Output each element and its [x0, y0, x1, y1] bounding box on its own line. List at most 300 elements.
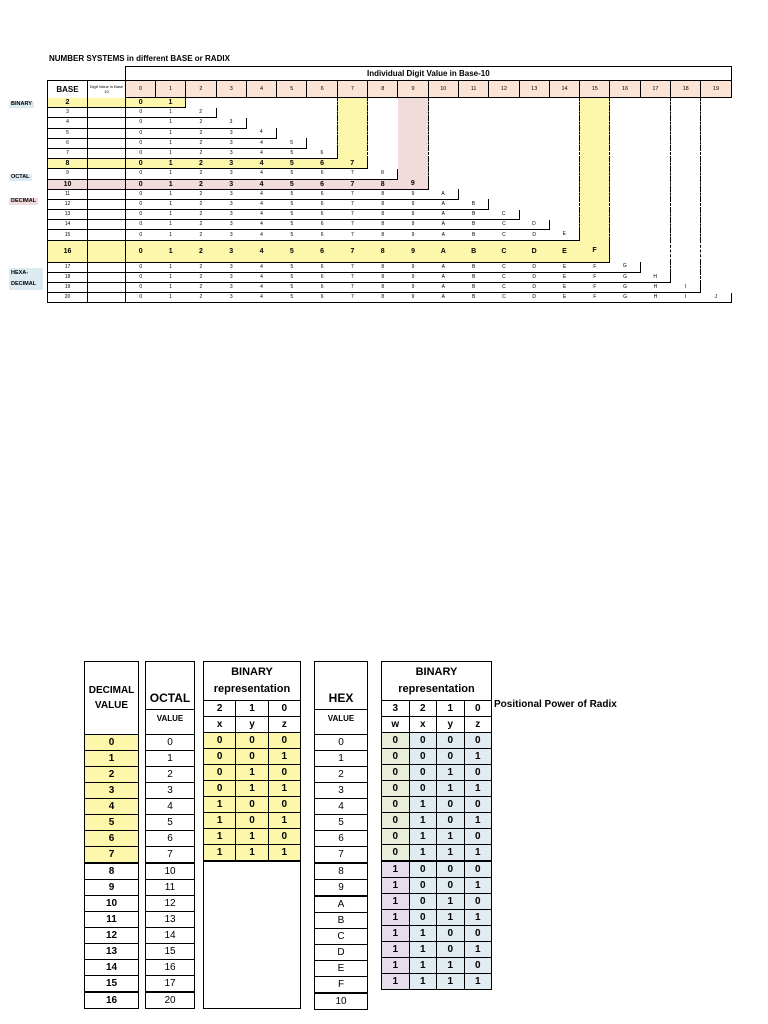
empty-cell	[549, 159, 579, 169]
empty-cell	[398, 128, 428, 138]
digit-cell: E	[549, 283, 579, 293]
digit-cell: 3	[216, 220, 246, 230]
digit-cell: B	[458, 262, 488, 272]
bit-cell: 0	[382, 813, 410, 829]
octal-value: 16	[146, 960, 195, 976]
empty-cell	[368, 148, 398, 158]
bit-cell: 1	[382, 926, 410, 942]
bit-cell: 0	[204, 733, 236, 749]
decimal-value: 7	[85, 847, 139, 864]
bit-cell: 1	[268, 813, 300, 829]
digit-cell: 1	[156, 220, 186, 230]
digit-cell: 5	[277, 169, 307, 179]
empty-cell	[549, 138, 579, 148]
hex-header: HEX VALUE	[315, 662, 368, 735]
empty-cell	[671, 169, 701, 179]
digit-cell: 2	[186, 230, 216, 240]
bit-cell: 1	[464, 910, 492, 926]
bit-cell: 0	[464, 765, 492, 781]
bit-cell: 1	[204, 829, 236, 845]
digit-cell: 0	[126, 108, 156, 118]
digit-cell: 4	[246, 128, 276, 138]
empty-cell	[307, 108, 337, 118]
empty-cell	[640, 108, 670, 118]
empty-cell	[701, 283, 731, 293]
base-value: 20	[48, 293, 88, 303]
digit-cell: 0	[126, 159, 156, 169]
var-cell: x	[204, 717, 236, 733]
base-row	[48, 108, 732, 118]
bit-cell: 1	[382, 910, 410, 926]
digit-cell: 2	[186, 293, 216, 303]
hex-value: 9	[315, 880, 368, 897]
hex-value: C	[315, 929, 368, 945]
bit-cell: 1	[437, 958, 465, 974]
bit-cell: 0	[437, 749, 465, 765]
digit-cell: 2	[186, 210, 216, 220]
base-value: 14	[48, 220, 88, 230]
digit-cell: I	[671, 293, 701, 303]
digit-cell: 2	[186, 189, 216, 199]
hex-value: 5	[315, 815, 368, 831]
digit-cell: 3	[216, 199, 246, 209]
empty-cell	[428, 128, 458, 138]
empty-cell	[610, 138, 640, 148]
empty-cell	[640, 199, 670, 209]
hex-value: 1	[315, 751, 368, 767]
digit-cell: 1	[156, 199, 186, 209]
digit-cell: D	[519, 283, 549, 293]
digit-cell: A	[428, 210, 458, 220]
digit-cell: 5	[277, 240, 307, 262]
digit-cell: B	[458, 199, 488, 209]
digit-column-header: 19	[701, 81, 731, 98]
digit-cell: C	[489, 240, 519, 262]
digit-cell: 5	[277, 210, 307, 220]
digit-cell: 4	[246, 179, 276, 189]
octal-value: 2	[146, 767, 195, 783]
digit-cell: A	[428, 283, 458, 293]
hex-value: D	[315, 945, 368, 961]
bit-cell: 1	[236, 829, 268, 845]
empty-cell	[580, 189, 610, 199]
base-value: 11	[48, 189, 88, 199]
decimal-value: 12	[85, 928, 139, 944]
bit-cell: 1	[437, 829, 465, 845]
empty-cell	[519, 210, 549, 220]
empty-cell	[580, 179, 610, 189]
bit-cell: 1	[382, 861, 410, 878]
empty-cell	[610, 230, 640, 240]
base-row	[48, 272, 732, 282]
digit-cell: 3	[216, 230, 246, 240]
label-decimal: DECIMAL	[11, 198, 37, 204]
bit-cell: 0	[464, 861, 492, 878]
empty-cell	[701, 189, 731, 199]
digit-cell: D	[519, 262, 549, 272]
empty-cell	[610, 189, 640, 199]
digit-cell: 5	[277, 272, 307, 282]
empty-cell	[277, 108, 307, 118]
decimal-value: 1	[85, 751, 139, 767]
bit-cell: 0	[382, 781, 410, 797]
bit-cell: 1	[236, 781, 268, 797]
digit-cell: 3	[216, 240, 246, 262]
empty-cell	[580, 128, 610, 138]
bit-cell: 1	[204, 797, 236, 813]
digit-cell: 4	[246, 272, 276, 282]
bit-cell: 1	[409, 813, 437, 829]
digit-column-header: 18	[671, 81, 701, 98]
base-header: BASE	[48, 81, 88, 98]
digit-cell: 2	[186, 220, 216, 230]
hex-value: 8	[315, 863, 368, 880]
digit-cell: 6	[307, 179, 337, 189]
hex-value: 2	[315, 767, 368, 783]
bit-cell: 1	[382, 942, 410, 958]
empty-cell	[428, 159, 458, 169]
digit-cell: 8	[368, 179, 398, 189]
empty-cell	[640, 128, 670, 138]
empty-cell	[580, 220, 610, 230]
octal-value: 6	[146, 831, 195, 847]
digit-cell: 2	[186, 169, 216, 179]
digit-cell: E	[549, 293, 579, 303]
empty-cell	[398, 148, 428, 158]
base-value: 19	[48, 283, 88, 293]
digit-cell: 6	[307, 272, 337, 282]
digit-cell: 4	[246, 159, 276, 169]
empty-cell	[610, 128, 640, 138]
digit-cell: 0	[126, 230, 156, 240]
bit-cell: 0	[382, 765, 410, 781]
octal-value: 3	[146, 783, 195, 799]
bit-cell: 0	[382, 797, 410, 813]
empty-cell	[671, 240, 701, 262]
empty-cell	[610, 220, 640, 230]
octal-value: 7	[146, 847, 195, 864]
empty-cell	[580, 169, 610, 179]
empty-cell	[519, 98, 549, 108]
bit-cell: 1	[409, 926, 437, 942]
bit-cell: 0	[409, 894, 437, 910]
digit-cell: 6	[307, 262, 337, 272]
hex-value: 6	[315, 831, 368, 847]
empty-cell	[489, 98, 519, 108]
digit-column-header: 11	[458, 81, 488, 98]
digit-cell: B	[458, 240, 488, 262]
digit-cell: 0	[126, 138, 156, 148]
base-value: 17	[48, 262, 88, 272]
bit-cell: 0	[236, 813, 268, 829]
digit-cell: 4	[246, 169, 276, 179]
var-cell: y	[437, 717, 465, 733]
empty-cell	[701, 210, 731, 220]
empty-cell	[489, 199, 519, 209]
digit-cell: 9	[398, 283, 428, 293]
bit-cell: 1	[409, 942, 437, 958]
bit-cell: 0	[382, 845, 410, 862]
digit-cell: B	[458, 220, 488, 230]
octal-value: 0	[146, 735, 195, 751]
empty-cell	[519, 179, 549, 189]
decimal-value: 6	[85, 831, 139, 847]
decimal-value: 5	[85, 815, 139, 831]
octal-value: 5	[146, 815, 195, 831]
digit-cell: 8	[368, 283, 398, 293]
digit-cell: 3	[216, 189, 246, 199]
empty-cell	[398, 159, 428, 169]
decimal-value: 14	[85, 960, 139, 976]
empty-cell	[640, 179, 670, 189]
empty-cell	[610, 148, 640, 158]
digit-cell: 8	[368, 189, 398, 199]
digit-cell: 5	[277, 159, 307, 169]
empty-cell	[640, 159, 670, 169]
bit-cell: 1	[464, 781, 492, 797]
binary3-header: BINARY representation	[204, 662, 301, 701]
empty-cell	[458, 189, 488, 199]
digit-column-header: 9	[398, 81, 428, 98]
digit-cell: 8	[368, 240, 398, 262]
digit-cell: 0	[126, 240, 156, 262]
digit-cell: 9	[398, 210, 428, 220]
empty-cell	[580, 98, 610, 108]
base-row	[48, 98, 732, 108]
empty-cell	[489, 148, 519, 158]
base-row	[48, 230, 732, 240]
digit-cell: 3	[216, 159, 246, 169]
empty-cell	[610, 240, 640, 262]
empty-cell	[671, 148, 701, 158]
empty-cell	[458, 179, 488, 189]
empty-cell	[701, 159, 731, 169]
radix-table	[47, 66, 732, 303]
empty-cell	[580, 108, 610, 118]
empty-cell	[307, 138, 337, 148]
empty-cell	[580, 159, 610, 169]
digit-column-header: 7	[337, 81, 367, 98]
empty-cell	[701, 240, 731, 262]
bit-cell: 0	[464, 829, 492, 845]
empty-cell	[519, 159, 549, 169]
digit-cell: 3	[216, 118, 246, 128]
empty-cell	[580, 138, 610, 148]
digit-cell: 2	[186, 262, 216, 272]
empty-cell	[337, 98, 367, 108]
base-row	[48, 220, 732, 230]
base-row	[48, 189, 732, 199]
empty-cell	[428, 148, 458, 158]
digit-cell: 1	[156, 128, 186, 138]
digit-cell: 6	[307, 220, 337, 230]
digit-cell: D	[519, 230, 549, 240]
bit-cell: 0	[464, 926, 492, 942]
empty-cell	[701, 199, 731, 209]
bit-cell: 0	[464, 797, 492, 813]
digit-cell: 2	[186, 240, 216, 262]
empty-cell	[368, 138, 398, 148]
digit-cell: 4	[246, 283, 276, 293]
digit-cell: G	[610, 293, 640, 303]
power-cell: 3	[382, 701, 410, 717]
label-binary: BINARY	[11, 101, 32, 107]
empty-cell	[640, 148, 670, 158]
digit-cell: B	[458, 210, 488, 220]
empty-cell	[671, 98, 701, 108]
hex-table	[314, 661, 368, 1010]
empty-cell	[428, 138, 458, 148]
digit-cell: F	[580, 283, 610, 293]
digit-column-header: 3	[216, 81, 246, 98]
digit-cell: 6	[307, 189, 337, 199]
base-row	[48, 169, 732, 179]
bit-cell: 1	[409, 845, 437, 862]
empty-cell	[368, 159, 398, 169]
digit-cell: 0	[126, 118, 156, 128]
digit-cell: H	[640, 283, 670, 293]
bit-cell: 1	[464, 749, 492, 765]
digit-cell: 3	[216, 128, 246, 138]
bit-cell: 0	[268, 765, 300, 781]
digit-cell: 0	[126, 210, 156, 220]
digit-cell: 3	[216, 169, 246, 179]
digit-cell: 9	[398, 189, 428, 199]
digit-cell: 1	[156, 272, 186, 282]
empty-cell	[368, 98, 398, 108]
bit-cell: 1	[437, 974, 465, 990]
digit-cell: 2	[186, 199, 216, 209]
digit-cell: 9	[398, 179, 428, 189]
digit-cell: 5	[277, 220, 307, 230]
digit-cell: 0	[126, 283, 156, 293]
empty-cell	[701, 118, 731, 128]
bit-cell: 0	[409, 765, 437, 781]
base-value: 3	[48, 108, 88, 118]
digit-cell: 2	[186, 272, 216, 282]
base-value: 18	[48, 272, 88, 282]
empty-cell	[519, 118, 549, 128]
empty-cell	[337, 148, 367, 158]
digit-cell: J	[701, 293, 731, 303]
empty-cell	[277, 128, 307, 138]
empty-cell	[398, 108, 428, 118]
empty-cell	[489, 179, 519, 189]
hex-value: 3	[315, 783, 368, 799]
empty-cell	[398, 138, 428, 148]
hex-value: 4	[315, 799, 368, 815]
empty-cell	[640, 240, 670, 262]
empty-cell	[580, 148, 610, 158]
empty-cell	[428, 169, 458, 179]
digit-cell: 9	[398, 230, 428, 240]
empty-cell	[549, 189, 579, 199]
bit-cell: 0	[382, 749, 410, 765]
empty-cell	[671, 199, 701, 209]
bit-cell: 1	[382, 974, 410, 990]
empty-cell	[701, 108, 731, 118]
decimal-value: 10	[85, 896, 139, 912]
digit-cell: 4	[246, 210, 276, 220]
digit-cell: 2	[186, 159, 216, 169]
binary3-empty	[204, 861, 301, 1009]
digit-cell: C	[489, 220, 519, 230]
bit-cell: 1	[464, 878, 492, 894]
digit-cell: 7	[337, 283, 367, 293]
base-value: 9	[48, 169, 88, 179]
digit-cell: 1	[156, 138, 186, 148]
empty-cell	[580, 230, 610, 240]
empty-cell	[610, 98, 640, 108]
bit-cell: 1	[437, 894, 465, 910]
var-cell: z	[464, 717, 492, 733]
bit-cell: 1	[437, 910, 465, 926]
digit-cell: 0	[126, 262, 156, 272]
var-cell: z	[268, 717, 300, 733]
octal-value: 17	[146, 976, 195, 993]
empty-cell	[640, 220, 670, 230]
digit-cell: B	[458, 283, 488, 293]
bit-cell: 0	[409, 910, 437, 926]
bit-cell: 0	[382, 829, 410, 845]
bit-cell: 1	[268, 749, 300, 765]
digit-value-label: Digit Value in Base 10	[88, 81, 126, 98]
digit-cell: B	[458, 293, 488, 303]
digit-column-header: 16	[610, 81, 640, 98]
digit-cell: 2	[186, 283, 216, 293]
empty-cell	[640, 262, 670, 272]
empty-cell	[610, 169, 640, 179]
empty-cell	[580, 199, 610, 209]
empty-cell	[398, 169, 428, 179]
empty-cell	[671, 159, 701, 169]
digit-cell: 3	[216, 148, 246, 158]
bit-cell: 0	[409, 861, 437, 878]
digit-cell: F	[580, 293, 610, 303]
digit-cell: 0	[126, 199, 156, 209]
octal-value: 10	[146, 863, 195, 880]
bit-cell: 1	[382, 958, 410, 974]
bit-cell: 1	[236, 845, 268, 862]
empty-cell	[489, 169, 519, 179]
empty-cell	[398, 98, 428, 108]
digit-column-header: 0	[126, 81, 156, 98]
base-row	[48, 240, 732, 262]
digit-cell: 2	[186, 128, 216, 138]
digit-cell: 5	[277, 283, 307, 293]
digit-cell: 1	[156, 159, 186, 169]
empty-cell	[610, 199, 640, 209]
hex-value: B	[315, 913, 368, 929]
digit-cell: 1	[156, 283, 186, 293]
octal-value: 15	[146, 944, 195, 960]
digit-value-header: Individual Digit Value in Base-10	[126, 67, 732, 81]
digit-cell: 7	[337, 293, 367, 303]
digit-cell: 2	[186, 148, 216, 158]
digit-cell: 5	[277, 199, 307, 209]
digit-cell: 6	[307, 169, 337, 179]
power-note: Positional Power of Radix	[494, 699, 617, 710]
hex-value: 7	[315, 847, 368, 864]
digit-cell: F	[580, 272, 610, 282]
digit-cell: 0	[126, 272, 156, 282]
digit-cell: 7	[337, 179, 367, 189]
digit-cell: 5	[277, 189, 307, 199]
digit-cell: 3	[216, 179, 246, 189]
decimal-value: 15	[85, 976, 139, 993]
digit-cell: 7	[337, 240, 367, 262]
base-value: 10	[48, 179, 88, 189]
